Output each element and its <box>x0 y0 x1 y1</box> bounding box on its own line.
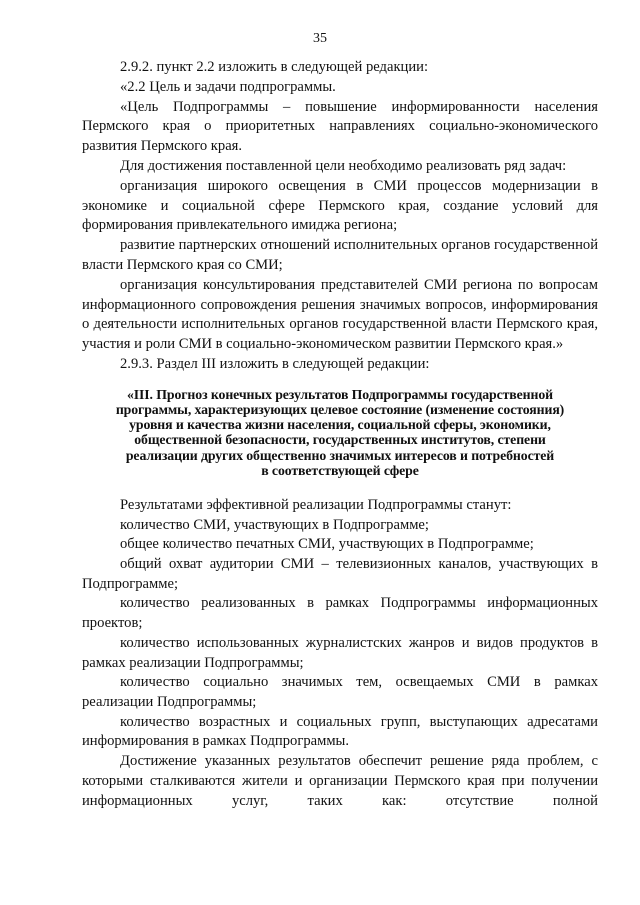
spacer <box>82 478 598 496</box>
paragraph-task-3: организация консультирования представителей СМИ региона по вопросам информационного сопровождения решения значимых вопросов, информирования о деятельности исполнительных органов государственной власти Пермского края, участия и роли СМИ в социально-экономическом развитии Пермского края.» <box>82 276 598 353</box>
document-body <box>82 58 598 811</box>
paragraph-task-1: организация широкого освещения в СМИ процессов модернизации в экономике и социальной сфере Пермского края, создание условий для формирования привлекательного имиджа региона; <box>82 177 598 234</box>
paragraph-results-intro: Результатами эффективной реализации Подпрограммы станут: <box>120 496 512 513</box>
section-heading-line: реализации других общественно значимых интересов и потребностей <box>125 447 555 463</box>
paragraph-goal: «Цель Подпрограммы – повышение информированности населения Пермского края о приоритетных направлениях социально-экономического развития Пермского края. <box>82 98 598 155</box>
section-heading-line: программы, характеризующих целевое состояние (изменение состояния) <box>115 401 565 417</box>
list-item: количество использованных журналистских жанров и видов продуктов в рамках реализации Подпрограммы; <box>82 634 598 671</box>
list-item: общий охват аудитории СМИ – телевизионных каналов, участвующих в Подпрограмме; <box>82 556 598 592</box>
list-item: количество социально значимых тем, освещаемых СМИ в рамках реализации Подпрограммы; <box>82 674 598 710</box>
list-item: количество СМИ, участвующих в Подпрограмме; <box>120 516 429 533</box>
list-item: количество возрастных и социальных групп, выступающих адресатами информирования в рамках Подпрограммы. <box>82 713 598 750</box>
list-item: общее количество печатных СМИ, участвующих в Подпрограмме; <box>120 536 534 553</box>
section-heading-line: уровня и качества жизни населения, социальной сферы, экономики, <box>129 417 551 433</box>
paragraph-conclusion: Достижение указанных результатов обеспечит решение ряда проблем, с которыми сталкиваются жители и организации Пермского края при получении информационных услуг, таких как: отсутствие полной <box>82 753 598 809</box>
paragraph-task-2: развитие партнерских отношений исполнительных органов государственной власти Пермского края со СМИ; <box>82 237 598 273</box>
paragraph-goal-heading: «2.2 Цель и задачи подпрограммы. <box>120 78 336 95</box>
section-heading-line: «III. Прогноз конечных результатов Подпрограммы государственной <box>126 386 554 402</box>
paragraph-item-2-9-3: 2.9.3. Раздел III изложить в следующей редакции: <box>120 355 430 372</box>
section-heading-line: общественной безопасности, государственных институтов, степени <box>134 432 546 448</box>
page-number: 35 <box>313 31 327 46</box>
paragraph-tasks-intro: Для достижения поставленной цели необходимо реализовать ряд задач: <box>120 157 567 174</box>
section-heading-line: в соответствующей сфере <box>261 462 419 478</box>
results-list <box>82 496 598 811</box>
section-heading <box>82 387 598 478</box>
paragraph-item-2-9-2: 2.9.2. пункт 2.2 изложить в следующей редакции: <box>120 59 429 75</box>
list-item: количество реализованных в рамках Подпрограммы информационных проектов; <box>82 595 598 632</box>
